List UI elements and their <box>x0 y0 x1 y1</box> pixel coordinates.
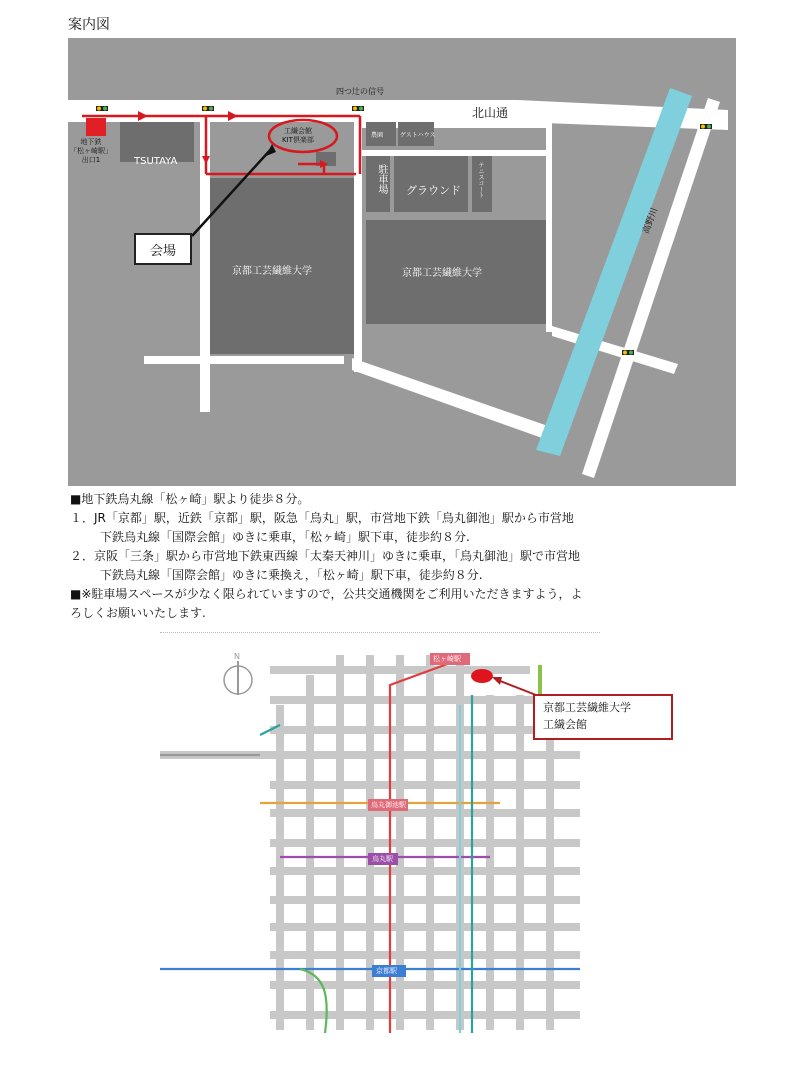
campus-right-label: 京都工芸繊維大学 <box>402 268 482 279</box>
tennis-label: テニスコート <box>477 162 484 198</box>
svg-text:N: N <box>234 652 240 661</box>
river-label: 高野川 <box>641 206 661 236</box>
station-label-matsugasaki: 松ヶ崎駅 <box>433 655 461 663</box>
direction-line: １．JR「京都」駅，近鉄「京都」駅，阪急「烏丸」駅，市営地下鉄「烏丸御池」駅から市営地 <box>70 511 574 525</box>
parking-label: 駐車場 <box>376 164 387 194</box>
destination-marker <box>471 669 493 683</box>
tsutaya-label: TSUTAYA <box>134 156 178 167</box>
divider <box>160 632 600 633</box>
venue-pointer-box: 会場 <box>134 233 192 265</box>
venue-name: 工繊会館 KIT倶楽部 <box>282 127 314 144</box>
kitayama-street-label: 北山通 <box>472 106 509 120</box>
station-label-karasuma-oike: 烏丸御池駅 <box>371 801 406 809</box>
destination-callout: 京都工芸繊維大学 工繊会館 <box>533 694 673 740</box>
directions-text <box>70 490 750 623</box>
direction-line: 下鉄烏丸線「国際会館」ゆきに乗車，「松ヶ崎」駅下車，徒歩約８分. <box>100 530 470 544</box>
street-grid <box>160 655 580 1030</box>
station-label-karasuma: 烏丸駅 <box>372 855 393 863</box>
north-arrow-icon <box>224 652 252 695</box>
small-building-2: ゲストハウス <box>400 132 436 139</box>
small-building-1: 農園 <box>371 132 384 139</box>
subway-exit-marker <box>86 118 106 136</box>
direction-line: 下鉄烏丸線「国際会館」ゆきに乗換え，「松ヶ崎」駅下車，徒歩約８分. <box>100 568 483 582</box>
ground-label: グラウンド <box>406 184 461 197</box>
page-heading: 案内図 <box>68 17 110 33</box>
signal-label: 四つ辻の信号 <box>336 87 384 96</box>
direction-line: ■地下鉄烏丸線「松ヶ崎」駅より徒歩８分。 <box>70 492 310 506</box>
station-label-kyoto: 京都駅 <box>376 967 397 975</box>
direction-line: ２．京阪「三条」駅から市営地下鉄東西線「太秦天神川」ゆきに乗車，「烏丸御池」駅で市営地 <box>70 549 581 563</box>
direction-line: ろしくお願いいたします. <box>70 606 206 620</box>
exit-label: 地下鉄 「松ヶ崎駅」 出口1 <box>70 138 112 164</box>
campus-left-label: 京都工芸繊維大学 <box>232 266 312 277</box>
direction-line: ■※駐車場スペースが少なく限られていますので，公共交通機関をご利用いただきますよう，よ <box>70 587 583 601</box>
